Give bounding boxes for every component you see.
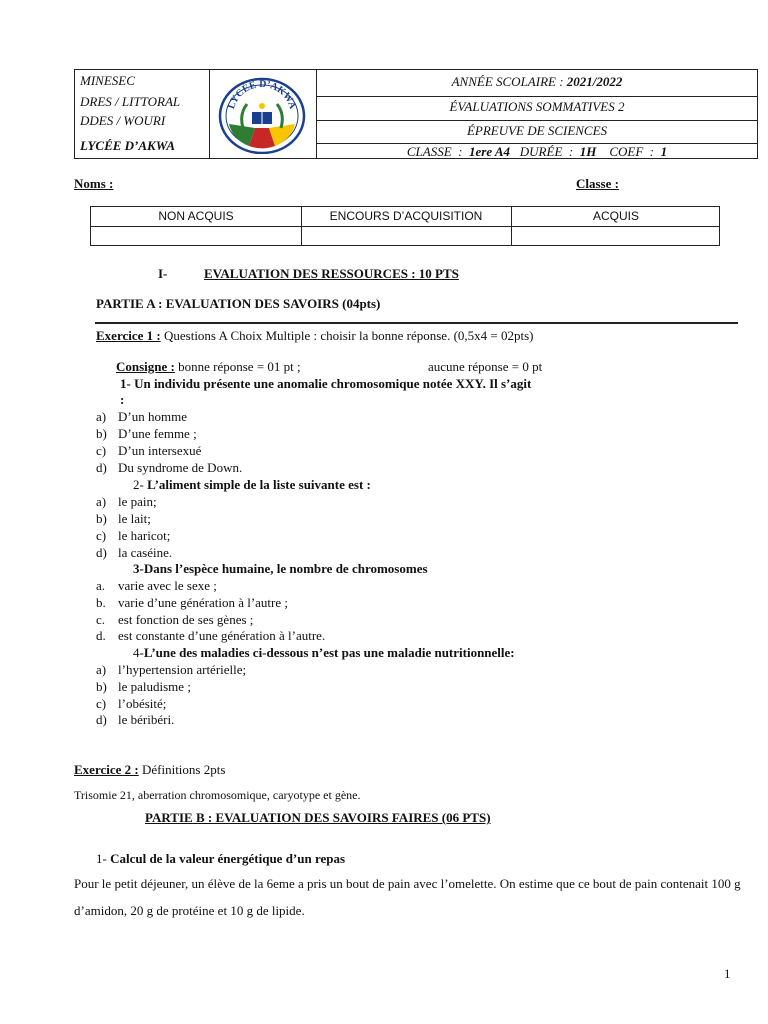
section-number: I- xyxy=(158,266,168,281)
question-4-title: 4-L’une des maladies ci-dessous n’est pas une maladie nutritionnelle: xyxy=(133,645,515,660)
partie-b-title: PARTIE B : EVALUATION DES SAVOIRS FAIRES (06 PTS) xyxy=(145,810,491,825)
option[interactable]: b) le paludisme ; xyxy=(96,679,191,694)
evaluation-title: ÉVALUATIONS SOMMATIVES 2 xyxy=(449,99,625,114)
exercice2-terms: Trisomie 21, aberration chromosomique, caryotype et gène. xyxy=(74,788,361,802)
question-1-title: 1- Un individu présente une anomalie chromosomique notée XXY. Il s’agit xyxy=(120,376,532,391)
option[interactable]: d) la caséine. xyxy=(96,545,173,560)
section-title: EVALUATION DES RESSOURCES : 10 PTS xyxy=(204,266,459,281)
header-ddes: DDES / WOURI xyxy=(80,113,166,128)
exercice2: Exercice 2 : Définitions 2pts xyxy=(74,762,226,777)
partie-b-q1-text: Pour le petit déjeuner, un élève de la 6eme a pris un bout de pain avec l’omelette. On estime que ce bout de pain contenait 100 g d’amidon, 20 g de protéine et 10 g de lipide. xyxy=(74,876,741,918)
option[interactable]: d. est constante d’une génération à l’autre. xyxy=(96,628,326,643)
epreuve-title: ÉPREUVE DE SCIENCES xyxy=(466,123,608,138)
header-school: LYCÉE D’AKWA xyxy=(80,138,175,153)
option[interactable]: a) le pain; xyxy=(96,494,157,509)
consigne-none: aucune réponse = 0 pt xyxy=(428,359,543,374)
logo-text: LYCÉE D’AKWA xyxy=(226,78,298,111)
question-1-cont: : xyxy=(120,392,125,407)
col-encours: ENCOURS D’ACQUISITION xyxy=(329,209,483,223)
partie-b-q1-title: 1- Calcul de la valeur énergétique d’un repas xyxy=(96,851,346,866)
option[interactable]: b) D’une femme ; xyxy=(96,426,197,441)
class-duration-coef: CLASSE : 1ere A4 DURÉE : 1H COEF : 1 xyxy=(406,144,668,159)
question-3-title: 3-Dans l’espèce humaine, le nombre de chromosomes xyxy=(133,561,428,576)
classe-label: Classe : xyxy=(576,176,619,191)
divider xyxy=(95,322,738,324)
noms-label: Noms : xyxy=(74,176,114,191)
consigne: Consigne : bonne réponse = 01 pt ; xyxy=(116,359,301,374)
option[interactable]: a) l’hypertension artérielle; xyxy=(96,662,247,677)
option[interactable]: d) Du syndrome de Down. xyxy=(96,460,243,475)
col-non-acquis: NON ACQUIS xyxy=(158,209,234,223)
option[interactable]: c) le haricot; xyxy=(96,528,171,543)
page-number: 1 xyxy=(724,966,731,981)
option[interactable]: d) le béribéri. xyxy=(96,712,175,727)
option[interactable]: c. est fonction de ses gènes ; xyxy=(96,612,254,627)
option[interactable]: b) le lait; xyxy=(96,511,151,526)
acquisition-table xyxy=(90,206,720,246)
header-ministry: MINESEC xyxy=(80,73,135,88)
option[interactable]: a. varie avec le sexe ; xyxy=(96,578,217,593)
partie-a-title: PARTIE A : EVALUATION DES SAVOIRS (04pts) xyxy=(96,296,381,311)
col-acquis: ACQUIS xyxy=(592,209,639,223)
option[interactable]: c) l’obésité; xyxy=(96,696,167,711)
header-dres: DRES / LITTORAL xyxy=(80,94,181,109)
school-logo xyxy=(217,76,307,154)
school-year: ANNÉE SCOLAIRE : 2021/2022 xyxy=(451,74,623,89)
header-table xyxy=(74,69,758,159)
exercice1: Exercice 1 : Questions A Choix Multiple : choisir la bonne réponse. (0,5x4 = 02pts) xyxy=(96,328,534,343)
question-2-title: 2- L’aliment simple de la liste suivante est : xyxy=(133,477,371,492)
option[interactable]: b. varie d’une génération à l’autre ; xyxy=(96,595,288,610)
option[interactable]: a) D’un homme xyxy=(96,409,187,424)
option[interactable]: c) D’un intersexué xyxy=(96,443,202,458)
